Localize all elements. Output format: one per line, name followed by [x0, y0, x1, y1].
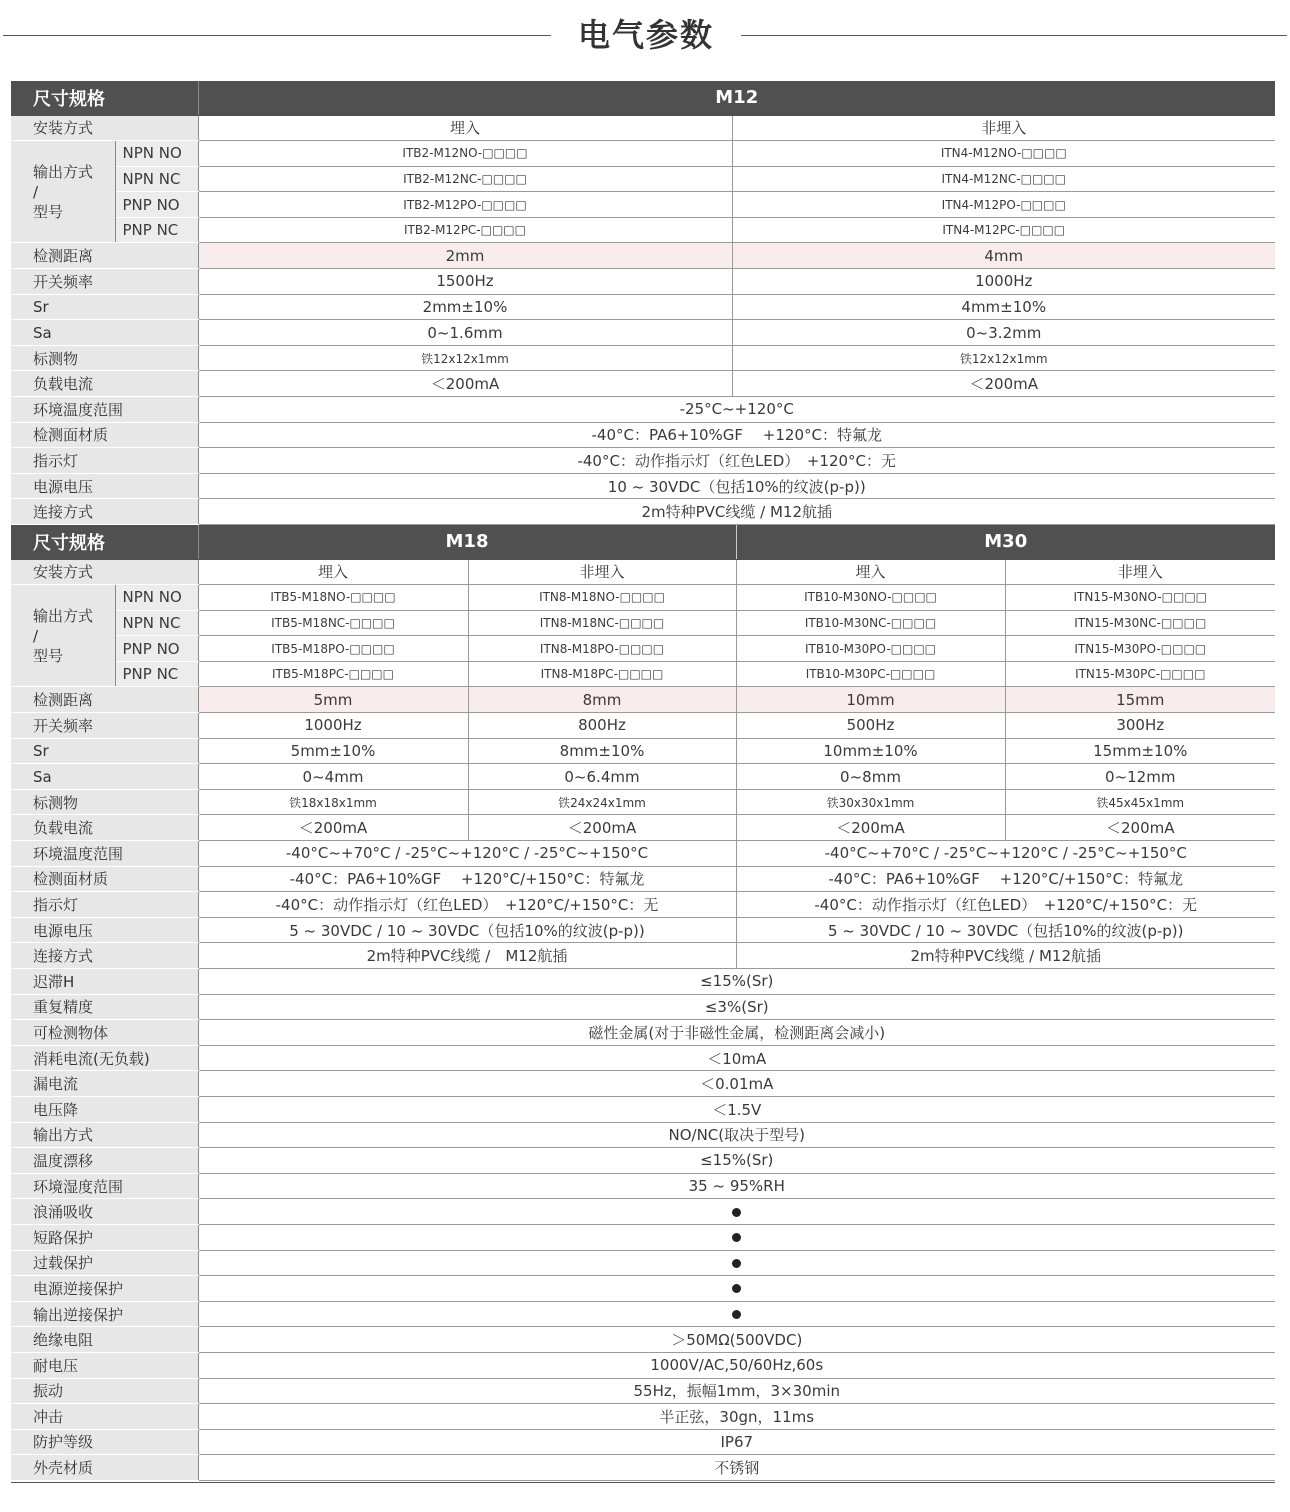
output-type-label-text: [33, 606, 115, 666]
output-type: PNP NO: [115, 192, 198, 218]
install-value: 非埋入: [732, 115, 1275, 141]
title-divider-left: [3, 35, 551, 36]
spec-row: [11, 1352, 1275, 1378]
install-value: 埋入: [736, 559, 1005, 585]
model-number: ITB5-M18NC-□□□□: [198, 610, 468, 636]
row-label: 电源电压: [11, 473, 198, 499]
output-type-label-text: [33, 162, 115, 222]
output-type-label-line: /: [33, 182, 39, 201]
spec-row: [11, 866, 1275, 892]
spec-value: 0~12mm: [1005, 764, 1275, 790]
spec-value: ≤3%(Sr): [198, 994, 1275, 1020]
model-number: ITB10-M30NC-□□□□: [736, 610, 1005, 636]
row-label: 检测距离: [11, 687, 198, 713]
page-title: 电气参数: [577, 16, 714, 54]
spec-value: 10mm: [736, 687, 1005, 713]
row-label: 输出方式: [11, 1122, 198, 1148]
model-number: ITB10-M30PC-□□□□: [736, 661, 1005, 687]
model-number: ITB5-M18NO-□□□□: [198, 585, 468, 611]
spec-row: [11, 1378, 1275, 1404]
header-row: [11, 525, 1275, 559]
model-number: ITN8-M18NC-□□□□: [468, 610, 736, 636]
row-label: Sr: [11, 738, 198, 764]
spec-value: IP67: [198, 1429, 1275, 1455]
spec-row: [11, 1122, 1275, 1148]
spec-value: 1000Hz: [198, 713, 468, 739]
spec-value: ＜1.5V: [198, 1096, 1275, 1122]
row-label: 冲击: [11, 1404, 198, 1430]
row-label: 防护等级: [11, 1429, 198, 1455]
output-type-label-line: 输出方式: [33, 162, 94, 181]
spec-value: 5 ~ 30VDC / 10 ~ 30VDC（包括10%的纹波(p-p)): [736, 917, 1275, 943]
model-number: ITN8-M18PO-□□□□: [468, 636, 736, 662]
row-label: 可检测物体: [11, 1020, 198, 1046]
row-label: 绝缘电阻: [11, 1327, 198, 1353]
spec-value: 1000Hz: [732, 269, 1275, 295]
model-number: ITN8-M18NO-□□□□: [468, 585, 736, 611]
spec-value: -40°C：动作指示灯（红色LED） +120°C/+150°C：无: [198, 892, 736, 918]
spec-value: 铁45x45x1mm: [1005, 789, 1275, 815]
row-label: 开关频率: [11, 269, 198, 295]
spec-table-m18-m30: [11, 525, 1275, 1481]
spec-row: [11, 448, 1275, 474]
row-label: 输出逆接保护: [11, 1301, 198, 1327]
spec-value: 不锈钢: [198, 1455, 1275, 1481]
spec-value: 半正弦，30gn，11ms: [198, 1404, 1275, 1430]
spec-row: [11, 1096, 1275, 1122]
model-number: ITN4-M12NC-□□□□: [732, 166, 1275, 192]
spec-value: 8mm: [468, 687, 736, 713]
spec-row: [11, 841, 1275, 867]
install-row: [11, 559, 1275, 585]
row-label: 环境温度范围: [11, 397, 198, 423]
model-row: [11, 585, 1275, 611]
row-label: 迟滞H: [11, 969, 198, 995]
output-type: NPN NO: [115, 585, 198, 611]
feature-supported: [198, 1224, 1275, 1250]
model-row: [11, 636, 1275, 662]
row-label: 负载电流: [11, 371, 198, 397]
model-number: ITN15-M30NO-□□□□: [1005, 585, 1275, 611]
spec-row: [11, 917, 1275, 943]
spec-value: 2m特种PVC线缆 / M12航插: [736, 943, 1275, 969]
spec-row: [11, 789, 1275, 815]
row-label: 电源电压: [11, 917, 198, 943]
output-type: PNP NO: [115, 636, 198, 662]
model-row: [11, 610, 1275, 636]
spec-row: [11, 1404, 1275, 1430]
spec-value: 0~3.2mm: [732, 320, 1275, 346]
spec-value: 10 ~ 30VDC（包括10%的纹波(p-p)): [198, 473, 1275, 499]
spec-value: 铁24x24x1mm: [468, 789, 736, 815]
output-type-label-line: 型号: [33, 202, 64, 221]
install-value: 埋入: [198, 115, 732, 141]
spec-row: [11, 1148, 1275, 1174]
row-label: 安装方式: [11, 559, 198, 585]
spec-value: 10mm±10%: [736, 738, 1005, 764]
model-row: [11, 166, 1275, 192]
spec-value: 1500Hz: [198, 269, 732, 295]
spec-value: 4mm±10%: [732, 294, 1275, 320]
model-row: [11, 141, 1275, 167]
spec-value: 15mm±10%: [1005, 738, 1275, 764]
spec-value: 300Hz: [1005, 713, 1275, 739]
model-number: ITB2-M12NO-□□□□: [198, 141, 732, 167]
row-label: 漏电流: [11, 1071, 198, 1097]
row-label: 浪涌吸收: [11, 1199, 198, 1225]
spec-row: [11, 1071, 1275, 1097]
spec-value: ＜200mA: [198, 815, 468, 841]
spec-row: [11, 371, 1275, 397]
spec-value: -25°C~+120°C: [198, 397, 1275, 423]
model-number: ITB5-M18PO-□□□□: [198, 636, 468, 662]
spec-row: [11, 943, 1275, 969]
spec-value: -40°C：动作指示灯（红色LED） +120°C：无: [198, 448, 1275, 474]
model-number: ITN8-M18PC-□□□□: [468, 661, 736, 687]
spec-value: -40°C~+70°C / -25°C~+120°C / -25°C~+150°C: [198, 841, 736, 867]
model-number: ITB2-M12PC-□□□□: [198, 217, 732, 243]
spec-row: [11, 473, 1275, 499]
feature-supported: [198, 1301, 1275, 1327]
row-label: 环境温度范围: [11, 841, 198, 867]
row-label: Sa: [11, 320, 198, 346]
spec-value: 800Hz: [468, 713, 736, 739]
install-value: 非埋入: [468, 559, 736, 585]
row-label: Sa: [11, 764, 198, 790]
row-label: 短路保护: [11, 1224, 198, 1250]
model-number: ITN15-M30PO-□□□□: [1005, 636, 1275, 662]
spec-value: -40°C：PA6+10%GF +120°C：特氟龙: [198, 422, 1275, 448]
model-number: ITB2-M12PO-□□□□: [198, 192, 732, 218]
spec-value: -40°C：PA6+10%GF +120°C/+150°C：特氟龙: [198, 866, 736, 892]
title-bar: [0, 0, 1290, 80]
row-label: 标测物: [11, 345, 198, 371]
install-row: [11, 115, 1275, 141]
output-type-label: [11, 585, 115, 687]
model-number: ITB5-M18PC-□□□□: [198, 661, 468, 687]
spec-value: 0~6.4mm: [468, 764, 736, 790]
spec-row: [11, 994, 1275, 1020]
spec-row: [11, 1429, 1275, 1455]
model-number: ITN15-M30NC-□□□□: [1005, 610, 1275, 636]
row-label: 开关频率: [11, 713, 198, 739]
row-label: 负载电流: [11, 815, 198, 841]
model-number: ITB10-M30NO-□□□□: [736, 585, 1005, 611]
spec-value: 磁性金属(对于非磁性金属，检测距离会减小): [198, 1020, 1275, 1046]
output-type-label-line: 型号: [33, 646, 64, 665]
spec-value: 500Hz: [736, 713, 1005, 739]
spec-value: ≤15%(Sr): [198, 1148, 1275, 1174]
spec-row: [11, 1020, 1275, 1046]
spec-value: ＞50MΩ(500VDC): [198, 1327, 1275, 1353]
model-row: [11, 217, 1275, 243]
spec-value: 0~8mm: [736, 764, 1005, 790]
table-bottom-border: [11, 1482, 1275, 1483]
row-label: 环境湿度范围: [11, 1173, 198, 1199]
spec-row: [11, 713, 1275, 739]
output-type: PNP NC: [115, 217, 198, 243]
row-label: 温度漂移: [11, 1148, 198, 1174]
spec-value: ＜200mA: [736, 815, 1005, 841]
spec-value: ＜200mA: [1005, 815, 1275, 841]
output-type-label-line: /: [33, 626, 39, 645]
spec-row: [11, 243, 1275, 269]
row-label: 安装方式: [11, 115, 198, 141]
install-value: 埋入: [198, 559, 468, 585]
spec-value: 铁18x18x1mm: [198, 789, 468, 815]
feature-supported: [198, 1276, 1275, 1302]
spec-value: ＜10mA: [198, 1045, 1275, 1071]
output-type: NPN NC: [115, 166, 198, 192]
output-type: NPN NC: [115, 610, 198, 636]
row-label: 连接方式: [11, 943, 198, 969]
row-label: Sr: [11, 294, 198, 320]
row-label: 指示灯: [11, 448, 198, 474]
spec-row: [11, 1276, 1275, 1302]
model-number: ITB10-M30PO-□□□□: [736, 636, 1005, 662]
spec-value: 5 ~ 30VDC / 10 ~ 30VDC（包括10%的纹波(p-p)): [198, 917, 736, 943]
spec-value: 铁30x30x1mm: [736, 789, 1005, 815]
model-row: [11, 661, 1275, 687]
dot-icon: [732, 1233, 741, 1242]
spec-value: NO/NC(取决于型号): [198, 1122, 1275, 1148]
output-type: NPN NO: [115, 141, 198, 167]
output-type: PNP NC: [115, 661, 198, 687]
size-m30: M30: [736, 525, 1275, 559]
dot-icon: [732, 1208, 741, 1217]
row-label: 振动: [11, 1378, 198, 1404]
spec-value: -40°C~+70°C / -25°C~+120°C / -25°C~+150°C: [736, 841, 1275, 867]
spec-value: 5mm: [198, 687, 468, 713]
spec-value: 2mm±10%: [198, 294, 732, 320]
install-value: 非埋入: [1005, 559, 1275, 585]
size-spec-label: 尺寸规格: [11, 525, 198, 559]
spec-value: 2m特种PVC线缆 / M12航插: [198, 943, 736, 969]
spec-value: ＜200mA: [468, 815, 736, 841]
feature-supported: [198, 1199, 1275, 1225]
dot-icon: [732, 1310, 741, 1319]
row-label: 消耗电流(无负载): [11, 1045, 198, 1071]
spec-row: [11, 320, 1275, 346]
spec-value: -40°C：PA6+10%GF +120°C/+150°C：特氟龙: [736, 866, 1275, 892]
row-label: 检测距离: [11, 243, 198, 269]
spec-row: [11, 738, 1275, 764]
spec-row: [11, 1455, 1275, 1481]
row-label: 电源逆接保护: [11, 1276, 198, 1302]
row-label: 检测面材质: [11, 866, 198, 892]
dot-icon: [732, 1259, 741, 1268]
row-label: 耐电压: [11, 1352, 198, 1378]
spec-value: ＜200mA: [198, 371, 732, 397]
spec-row: [11, 397, 1275, 423]
spec-value: 铁12x12x1mm: [732, 345, 1275, 371]
spec-row: [11, 1199, 1275, 1225]
spec-row: [11, 764, 1275, 790]
dot-icon: [732, 1284, 741, 1293]
row-label: 重复精度: [11, 994, 198, 1020]
title-divider-right: [741, 35, 1287, 36]
spec-row: [11, 1224, 1275, 1250]
spec-row: [11, 1045, 1275, 1071]
row-label: 连接方式: [11, 499, 198, 525]
row-label: 指示灯: [11, 892, 198, 918]
spec-value: 8mm±10%: [468, 738, 736, 764]
spec-value: 0~1.6mm: [198, 320, 732, 346]
model-row: [11, 192, 1275, 218]
spec-row: [11, 687, 1275, 713]
output-type-label-line: 输出方式: [33, 606, 94, 625]
spec-value: 55Hz，振幅1mm，3×30min: [198, 1378, 1275, 1404]
spec-row: [11, 499, 1275, 525]
model-number: ITB2-M12NC-□□□□: [198, 166, 732, 192]
spec-row: [11, 345, 1275, 371]
row-label: 电压降: [11, 1096, 198, 1122]
row-label: 标测物: [11, 789, 198, 815]
spec-value: -40°C：动作指示灯（红色LED） +120°C/+150°C：无: [736, 892, 1275, 918]
output-type-label: [11, 141, 115, 243]
spec-table-m12: [11, 81, 1275, 525]
model-number: ITN15-M30PC-□□□□: [1005, 661, 1275, 687]
spec-row: [11, 269, 1275, 295]
spec-value: ≤15%(Sr): [198, 969, 1275, 995]
spec-row: [11, 1173, 1275, 1199]
size-m18: M18: [198, 525, 736, 559]
spec-value: 0~4mm: [198, 764, 468, 790]
spec-row: [11, 294, 1275, 320]
spec-row: [11, 815, 1275, 841]
spec-row: [11, 1301, 1275, 1327]
spec-value: 15mm: [1005, 687, 1275, 713]
spec-value: 1000V/AC,50/60Hz,60s: [198, 1352, 1275, 1378]
spec-value: 4mm: [732, 243, 1275, 269]
spec-value: 2m特种PVC线缆 / M12航插: [198, 499, 1275, 525]
spec-row: [11, 892, 1275, 918]
spec-row: [11, 1250, 1275, 1276]
model-number: ITN4-M12PC-□□□□: [732, 217, 1275, 243]
header-row: [11, 81, 1275, 115]
spec-value: 35 ~ 95%RH: [198, 1173, 1275, 1199]
size-m12: M12: [198, 81, 1275, 115]
size-spec-label: 尺寸规格: [11, 81, 198, 115]
spec-row: [11, 422, 1275, 448]
spec-value: ＜0.01mA: [198, 1071, 1275, 1097]
spec-value: 2mm: [198, 243, 732, 269]
model-number: ITN4-M12PO-□□□□: [732, 192, 1275, 218]
feature-supported: [198, 1250, 1275, 1276]
spec-value: ＜200mA: [732, 371, 1275, 397]
row-label: 检测面材质: [11, 422, 198, 448]
row-label: 外壳材质: [11, 1455, 198, 1481]
spec-value: 5mm±10%: [198, 738, 468, 764]
spec-row: [11, 969, 1275, 995]
spec-value: 铁12x12x1mm: [198, 345, 732, 371]
model-number: ITN4-M12NO-□□□□: [732, 141, 1275, 167]
row-label: 过载保护: [11, 1250, 198, 1276]
spec-row: [11, 1327, 1275, 1353]
